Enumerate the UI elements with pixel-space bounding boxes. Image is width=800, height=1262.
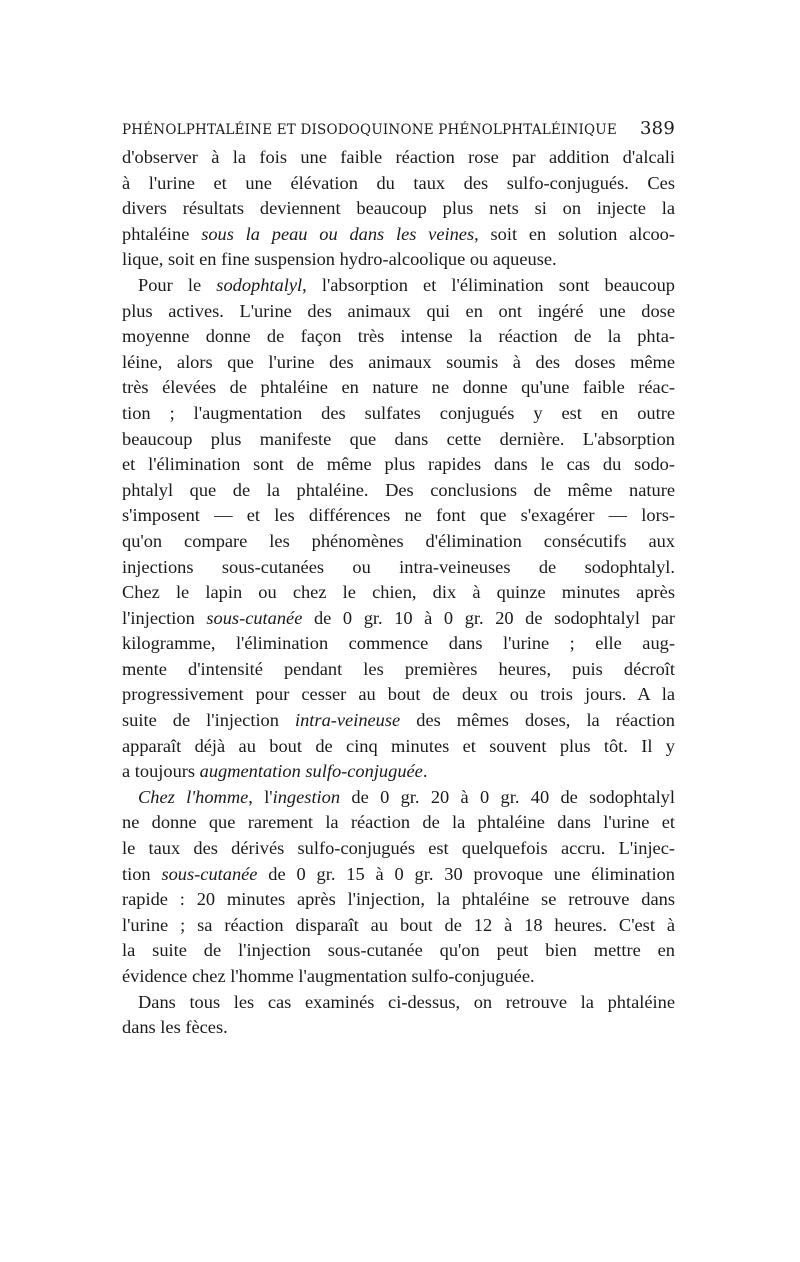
text-segment: Dans tous les cas examinés ci-dessus, on retrouve la phtaléine: [138, 991, 675, 1012]
text-line: [122, 810, 675, 836]
italic-text: Chez l'homme: [138, 786, 249, 807]
text-line: [122, 708, 675, 734]
text-line: [122, 836, 675, 862]
running-header: [122, 118, 675, 139]
text-segment: lique, soit en fine suspension hydro-alcoolique ou aqueuse.: [122, 249, 557, 270]
text-segment: injections sous-cutanées ou intra-veineuses de sodophtalyl.: [122, 556, 675, 577]
text-segment: mente d'intensité pendant les premières heures, puis décroît: [122, 658, 675, 679]
text-segment: le taux des dérivés sulfo-conjugués est quelquefois accru. L'injec-: [122, 838, 675, 859]
text-line: [122, 580, 675, 606]
text-segment: phtalyl que de la phtaléine. Des conclusions de même nature: [122, 479, 675, 500]
text-segment: rapide : 20 minutes après l'injection, la phtaléine se retrouve dans: [122, 889, 675, 910]
italic-text: sous-cutanée: [206, 607, 303, 628]
text-line: [122, 273, 675, 299]
text-line: [122, 145, 675, 171]
text-segment: et l'élimination sont de même plus rapides dans le cas du sodo-: [122, 454, 675, 475]
text-line: [122, 631, 675, 657]
text-line: [122, 555, 675, 581]
text-segment: de 0 gr. 10 à 0 gr. 20 de sodophtalyl par: [302, 607, 676, 628]
text-segment: à l'urine et une élévation du taux des sulfo-conjugués. Ces: [122, 172, 675, 193]
text-segment: dans les fèces.: [122, 1017, 228, 1038]
body-text: [122, 145, 675, 1041]
text-segment: , l': [248, 786, 273, 807]
text-line: [122, 887, 675, 913]
text-segment: a toujours: [122, 761, 200, 782]
text-segment: .: [422, 761, 428, 782]
text-segment: la suite de l'injection sous-cutanée qu'on peut bien mettre en: [122, 940, 675, 961]
text-line: [122, 938, 675, 964]
text-segment: s'imposent — et les différences ne font que s'exagérer — lors-: [122, 505, 675, 526]
text-segment: qu'on compare les phénomènes d'élimination consécutifs aux: [122, 530, 675, 551]
text-segment: de 0 gr. 15 à 0 gr. 30 provoque une élimination: [257, 863, 675, 884]
text-segment: phtaléine: [122, 223, 202, 244]
italic-text: sous la peau ou dans les veines: [201, 223, 475, 244]
text-line: [122, 324, 675, 350]
text-segment: beaucoup plus manifeste que dans cette dernière. L'absorption: [122, 428, 675, 449]
text-line: [122, 222, 675, 248]
text-segment: divers résultats deviennent beaucoup plus nets si on injecte la: [122, 198, 675, 219]
text-line: [122, 1015, 675, 1041]
text-line: [122, 734, 675, 760]
text-line: [122, 247, 675, 273]
text-line: [122, 964, 675, 990]
text-segment: Pour le: [138, 274, 217, 295]
text-line: [122, 529, 675, 555]
text-segment: d'observer à la fois une faible réaction rose par addition d'alcali: [122, 147, 675, 167]
text-segment: évidence chez l'homme l'augmentation sulfo-conjuguée.: [122, 966, 535, 986]
italic-text: augmentation sulfo-conjuguée: [199, 761, 423, 782]
text-line: [122, 171, 675, 197]
text-segment: l'injection: [122, 607, 207, 628]
text-segment: l'urine ; sa réaction disparaît au bout de 12 à 18 heures. C'est à: [122, 914, 675, 935]
text-line: [122, 657, 675, 683]
text-segment: , l'absorption et l'élimination sont beaucoup: [302, 274, 675, 295]
running-title: PHÉNOLPHTALÉINE ET DISODOQUINONE PHÉNOLPHTALÉINIQUE: [122, 122, 617, 138]
italic-text: intra-veineuse: [295, 710, 401, 731]
text-line: [122, 759, 675, 785]
text-line: [122, 682, 675, 708]
text-segment: tion ; l'augmentation des sulfates conjugués y est en outre: [122, 402, 675, 423]
italic-text: ingestion: [272, 786, 341, 807]
text-line: [122, 427, 675, 453]
text-line: [122, 196, 675, 222]
text-segment: Chez le lapin ou chez le chien, dix à quinze minutes après: [122, 582, 675, 603]
text-line: [122, 606, 675, 632]
text-segment: plus actives. L'urine des animaux qui en ont ingéré une dose: [122, 300, 675, 321]
text-segment: progressivement pour cesser au bout de deux ou trois jours. A la: [122, 684, 675, 705]
text-segment: léine, alors que l'urine des animaux soumis à des doses même: [122, 351, 675, 372]
text-segment: suite de l'injection: [122, 710, 295, 731]
text-segment: tion: [122, 863, 162, 884]
text-line: [122, 452, 675, 478]
text-segment: moyenne donne de façon très intense la réaction de la phta-: [122, 326, 675, 347]
text-segment: de 0 gr. 20 à 0 gr. 40 de sodophtalyl: [340, 786, 675, 807]
text-line: [122, 375, 675, 401]
italic-text: sodophtalyl: [216, 274, 303, 295]
text-segment: ne donne que rarement la réaction de la phtaléine dans l'urine et: [122, 812, 675, 833]
text-line: [122, 350, 675, 376]
book-page: [122, 118, 675, 1041]
text-segment: très élevées de phtaléine en nature ne donne qu'une faible réac-: [122, 377, 675, 398]
text-line: [122, 299, 675, 325]
text-segment: , soit en solution alcoo-: [474, 223, 675, 244]
text-line: [122, 785, 675, 811]
text-line: [122, 990, 675, 1016]
text-line: [122, 401, 675, 427]
text-line: [122, 503, 675, 529]
page-number: 389: [640, 118, 675, 139]
text-segment: des mêmes doses, la réaction: [400, 710, 675, 731]
italic-text: sous-cutanée: [161, 863, 258, 884]
text-line: [122, 913, 675, 939]
text-segment: kilogramme, l'élimination commence dans l'urine ; elle aug-: [122, 633, 675, 654]
text-line: [122, 862, 675, 888]
text-line: [122, 478, 675, 504]
text-segment: apparaît déjà au bout de cinq minutes et souvent plus tôt. Il y: [122, 735, 675, 756]
